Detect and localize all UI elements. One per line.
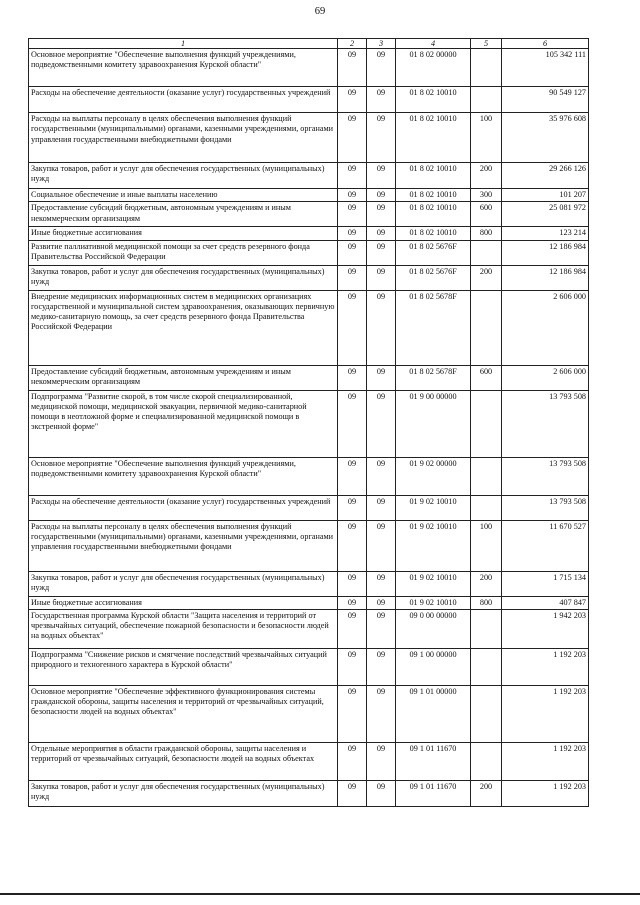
row-target-article-cell: 01 9 00 00000	[396, 390, 471, 457]
row-target-article-cell: 01 9 02 10010	[396, 495, 471, 520]
row-subsection-cell: 09	[367, 596, 396, 609]
row-target-article-cell: 01 8 02 5678F	[396, 365, 471, 390]
row-section-cell: 09	[338, 685, 367, 742]
row-expense-type-cell: 100	[471, 520, 502, 571]
row-subsection-cell: 09	[367, 571, 396, 596]
table-row	[29, 365, 589, 390]
table-row	[29, 609, 589, 648]
row-section-cell: 09	[338, 265, 367, 290]
row-name-cell: Основное мероприятие "Обеспечение эффективного функционирования системы гражданской обороны, защиты населения и территорий от чрезвычайных ситуаций, безопасности людей на водных объектах"	[29, 685, 338, 742]
row-section-cell: 09	[338, 227, 367, 240]
row-amount-cell: 1 192 203	[502, 780, 589, 806]
header-col-3: 3	[367, 39, 396, 49]
row-subsection-cell: 09	[367, 265, 396, 290]
row-name-cell: Иные бюджетные ассигнования	[29, 227, 338, 240]
row-expense-type-cell	[471, 390, 502, 457]
row-subsection-cell: 09	[367, 685, 396, 742]
row-subsection-cell: 09	[367, 742, 396, 780]
header-col-2: 2	[338, 39, 367, 49]
row-target-article-cell: 01 8 02 10010	[396, 189, 471, 202]
row-name-cell: Социальное обеспечение и иные выплаты населению	[29, 189, 338, 202]
row-expense-type-cell: 200	[471, 265, 502, 290]
row-name-cell: Государственная программа Курской области "Защита населения и территорий от чрезвычайных ситуаций, обеспечение пожарной безопасности и безопасности людей на водных объектах"	[29, 609, 338, 648]
row-section-cell: 09	[338, 520, 367, 571]
row-target-article-cell: 01 8 02 10010	[396, 202, 471, 227]
row-name-cell: Расходы на выплаты персоналу в целях обеспечения выполнения функций государственными (муниципальными) органами, казенными учреждениями, органами управления государственными внебюджетными фондами	[29, 113, 338, 163]
table-row	[29, 457, 589, 495]
row-amount-cell: 13 793 508	[502, 495, 589, 520]
row-section-cell: 09	[338, 365, 367, 390]
table-row	[29, 390, 589, 457]
row-subsection-cell: 09	[367, 457, 396, 495]
table-row	[29, 49, 589, 87]
row-name-cell: Закупка товаров, работ и услуг для обеспечения государственных (муниципальных) нужд	[29, 265, 338, 290]
row-target-article-cell: 01 8 02 5678F	[396, 290, 471, 365]
row-subsection-cell: 09	[367, 520, 396, 571]
row-expense-type-cell	[471, 240, 502, 265]
table-row	[29, 265, 589, 290]
row-amount-cell: 407 847	[502, 596, 589, 609]
row-expense-type-cell: 200	[471, 780, 502, 806]
table-row	[29, 742, 589, 780]
row-expense-type-cell	[471, 609, 502, 648]
row-target-article-cell: 01 8 02 10010	[396, 163, 471, 189]
row-expense-type-cell: 200	[471, 163, 502, 189]
row-section-cell: 09	[338, 609, 367, 648]
row-section-cell: 09	[338, 596, 367, 609]
row-section-cell: 09	[338, 49, 367, 87]
table-row	[29, 495, 589, 520]
row-amount-cell: 11 670 527	[502, 520, 589, 571]
row-target-article-cell: 01 9 02 10010	[396, 520, 471, 571]
table-row	[29, 240, 589, 265]
row-target-article-cell: 09 1 01 11670	[396, 780, 471, 806]
bottom-divider	[0, 893, 640, 895]
row-section-cell: 09	[338, 780, 367, 806]
row-amount-cell: 25 081 972	[502, 202, 589, 227]
row-expense-type-cell	[471, 87, 502, 113]
row-amount-cell: 12 186 984	[502, 265, 589, 290]
row-subsection-cell: 09	[367, 240, 396, 265]
row-amount-cell: 13 793 508	[502, 457, 589, 495]
header-col-5: 5	[471, 39, 502, 49]
row-name-cell: Закупка товаров, работ и услуг для обеспечения государственных (муниципальных) нужд	[29, 780, 338, 806]
row-subsection-cell: 09	[367, 163, 396, 189]
row-amount-cell: 2 606 000	[502, 365, 589, 390]
row-section-cell: 09	[338, 648, 367, 685]
row-expense-type-cell: 100	[471, 113, 502, 163]
table-row	[29, 163, 589, 189]
row-section-cell: 09	[338, 202, 367, 227]
row-subsection-cell: 09	[367, 87, 396, 113]
table-body	[29, 49, 589, 807]
row-target-article-cell: 01 8 02 10010	[396, 227, 471, 240]
page-number: 69	[314, 6, 326, 17]
row-target-article-cell: 09 0 00 00000	[396, 609, 471, 648]
row-subsection-cell: 09	[367, 495, 396, 520]
row-amount-cell: 101 207	[502, 189, 589, 202]
row-amount-cell: 1 192 203	[502, 742, 589, 780]
row-target-article-cell: 01 8 02 10010	[396, 87, 471, 113]
row-name-cell: Развитие паллиативной медицинской помощи за счет средств резервного фонда Правительства Российской Федерации	[29, 240, 338, 265]
row-expense-type-cell	[471, 290, 502, 365]
row-name-cell: Расходы на обеспечение деятельности (оказание услуг) государственных учреждений	[29, 87, 338, 113]
row-expense-type-cell: 800	[471, 596, 502, 609]
row-target-article-cell: 01 8 02 00000	[396, 49, 471, 87]
row-section-cell: 09	[338, 163, 367, 189]
table-header-row	[29, 39, 589, 49]
row-expense-type-cell	[471, 457, 502, 495]
row-subsection-cell: 09	[367, 609, 396, 648]
table-row	[29, 290, 589, 365]
row-amount-cell: 13 793 508	[502, 390, 589, 457]
row-expense-type-cell: 600	[471, 365, 502, 390]
row-name-cell: Основное мероприятие "Обеспечение выполнения функций учреждениями, подведомственными комитету здравоохранения Курской области"	[29, 49, 338, 87]
row-amount-cell: 2 606 000	[502, 290, 589, 365]
table-row	[29, 648, 589, 685]
row-section-cell: 09	[338, 290, 367, 365]
table-row	[29, 685, 589, 742]
row-expense-type-cell: 300	[471, 189, 502, 202]
row-expense-type-cell	[471, 49, 502, 87]
row-target-article-cell: 01 9 02 00000	[396, 457, 471, 495]
row-subsection-cell: 09	[367, 365, 396, 390]
row-subsection-cell: 09	[367, 113, 396, 163]
row-section-cell: 09	[338, 390, 367, 457]
header-col-6: 6	[502, 39, 589, 49]
row-section-cell: 09	[338, 742, 367, 780]
row-section-cell: 09	[338, 495, 367, 520]
row-section-cell: 09	[338, 457, 367, 495]
row-expense-type-cell	[471, 685, 502, 742]
row-subsection-cell: 09	[367, 49, 396, 87]
row-target-article-cell: 01 9 02 10010	[396, 571, 471, 596]
row-amount-cell: 12 186 984	[502, 240, 589, 265]
row-target-article-cell: 01 8 02 5676F	[396, 265, 471, 290]
table-row	[29, 227, 589, 240]
row-expense-type-cell: 600	[471, 202, 502, 227]
row-section-cell: 09	[338, 189, 367, 202]
row-amount-cell: 1 192 203	[502, 648, 589, 685]
row-name-cell: Подпрограмма "Снижение рисков и смягчение последствий чрезвычайных ситуаций природного и техногенного характера в Курской области"	[29, 648, 338, 685]
row-amount-cell: 105 342 111	[502, 49, 589, 87]
row-name-cell: Расходы на выплаты персоналу в целях обеспечения выполнения функций государственными (муниципальными) органами, казенными учреждениями, органами управления государственными внебюджетными фондами	[29, 520, 338, 571]
table-row	[29, 202, 589, 227]
table-row	[29, 520, 589, 571]
row-name-cell: Подпрограмма "Развитие скорой, в том числе скорой специализированной, медицинской помощи, медицинской эвакуации, первичной медико-санитарной помощи в неотложной форме и специализированной медицинской помощи в экстренной форме"	[29, 390, 338, 457]
row-name-cell: Основное мероприятие "Обеспечение выполнения функций учреждениями, подведомственными комитету здравоохранения Курской области"	[29, 457, 338, 495]
row-name-cell: Предоставление субсидий бюджетным, автономным учреждениям и иным некоммерческим организациям	[29, 365, 338, 390]
row-section-cell: 09	[338, 113, 367, 163]
row-section-cell: 09	[338, 240, 367, 265]
row-name-cell: Внедрение медицинских информационных систем в медицинских организациях государственной и муниципальной систем здравоохранения, оказывающих первичную медико-санитарную помощь, за счет средств резервного фонда Правительства Российской Федерации	[29, 290, 338, 365]
row-amount-cell: 123 214	[502, 227, 589, 240]
row-subsection-cell: 09	[367, 780, 396, 806]
row-subsection-cell: 09	[367, 290, 396, 365]
row-amount-cell: 1 192 203	[502, 685, 589, 742]
row-expense-type-cell: 800	[471, 227, 502, 240]
row-name-cell: Предоставление субсидий бюджетным, автономным учреждениям и иным некоммерческим организациям	[29, 202, 338, 227]
row-subsection-cell: 09	[367, 648, 396, 685]
header-col-1: 1	[29, 39, 338, 49]
budget-table	[28, 38, 589, 807]
row-name-cell: Отдельные мероприятия в области гражданской обороны, защиты населения и территорий от чрезвычайных ситуаций, безопасности людей на водных объектах	[29, 742, 338, 780]
row-amount-cell: 90 549 127	[502, 87, 589, 113]
row-target-article-cell: 09 1 00 00000	[396, 648, 471, 685]
row-subsection-cell: 09	[367, 189, 396, 202]
row-name-cell: Расходы на обеспечение деятельности (оказание услуг) государственных учреждений	[29, 495, 338, 520]
row-target-article-cell: 01 8 02 10010	[396, 113, 471, 163]
row-expense-type-cell	[471, 495, 502, 520]
header-col-4: 4	[396, 39, 471, 49]
table-row	[29, 596, 589, 609]
row-subsection-cell: 09	[367, 202, 396, 227]
row-section-cell: 09	[338, 87, 367, 113]
row-amount-cell: 29 266 126	[502, 163, 589, 189]
row-section-cell: 09	[338, 571, 367, 596]
row-target-article-cell: 09 1 01 00000	[396, 685, 471, 742]
table-row	[29, 780, 589, 806]
row-name-cell: Закупка товаров, работ и услуг для обеспечения государственных (муниципальных) нужд	[29, 163, 338, 189]
row-amount-cell: 1 942 203	[502, 609, 589, 648]
table-row	[29, 113, 589, 163]
row-amount-cell: 1 715 134	[502, 571, 589, 596]
row-expense-type-cell: 200	[471, 571, 502, 596]
row-target-article-cell: 01 8 02 5676F	[396, 240, 471, 265]
table-row	[29, 571, 589, 596]
row-target-article-cell: 01 9 02 10010	[396, 596, 471, 609]
row-subsection-cell: 09	[367, 390, 396, 457]
table-row	[29, 87, 589, 113]
table-row	[29, 189, 589, 202]
row-amount-cell: 35 976 608	[502, 113, 589, 163]
row-expense-type-cell	[471, 742, 502, 780]
row-expense-type-cell	[471, 648, 502, 685]
row-target-article-cell: 09 1 01 11670	[396, 742, 471, 780]
row-name-cell: Закупка товаров, работ и услуг для обеспечения государственных (муниципальных) нужд	[29, 571, 338, 596]
row-subsection-cell: 09	[367, 227, 396, 240]
row-name-cell: Иные бюджетные ассигнования	[29, 596, 338, 609]
